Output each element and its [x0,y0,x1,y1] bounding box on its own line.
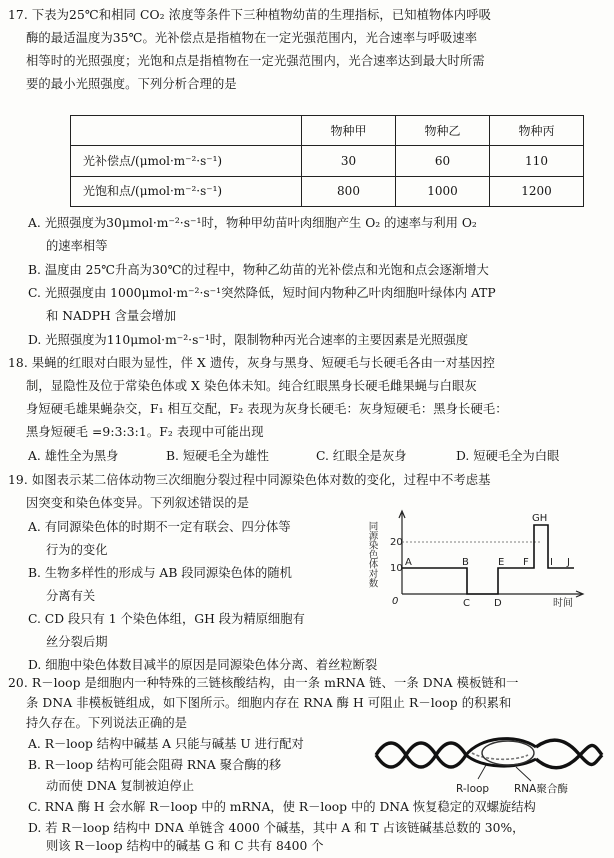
graph-point-i: I [550,557,553,568]
graph-point-a: A [405,557,412,568]
q18-stem-line-1: 18. 果蝇的红眼对白眼为显性，伴 X 遗传，灰身与黑身、短硬毛与长硬毛各由一对基因控 [8,356,496,370]
q17-stem-line-4: 要的最小光照强度。下列分析合理的是 [26,77,237,91]
q17-option-b: B. 温度由 25℃升高为30℃的过程中，物种乙幼苗的光补偿点和光饱和点会逐渐增大 [28,263,489,277]
graph-point-b: B [462,557,469,568]
q20-option-b: B. R－loop 结构可能会阻碍 RNA 聚合酶的移 [28,758,282,772]
q17-option-a-cont: 的速率相等 [46,239,108,253]
q19-homolog-pairs-graph [366,505,590,610]
graph-point-e: E [498,557,505,568]
q17-option-c-cont: 和 NADPH 含量会增加 [46,309,177,323]
graph-point-gh: GH [532,513,548,524]
q17-option-a: A. 光照强度为30μmol·m⁻²·s⁻¹时，物种甲幼苗叶肉细胞产生 O₂ 的速率与利用 O₂ [28,216,477,230]
graph-x-axis-label: 时间 [553,598,573,609]
table-header-row [71,116,584,146]
q19-option-b-cont: 分离有关 [46,589,96,603]
q17-stem-line-1: 17. 下表为25℃和相同 CO₂ 浓度等条件下三种植物幼苗的生理指标，已知植物体内呼吸 [8,8,492,22]
table-cell: 110 [490,146,584,176]
table-cell: 800 [302,176,396,206]
q17-option-d: D. 光照强度为110μmol·m⁻²·s⁻¹时，限制物种丙光合速率的主要因素是光照强度 [28,333,469,347]
table-cell: 30 [302,146,396,176]
q19-option-a: A. 有同源染色体的时期不一定有联会、四分体等 [28,520,291,534]
q19-option-a-cont: 行为的变化 [46,543,108,557]
q19-option-c-cont: 丝分裂后期 [46,635,108,649]
table-header-species-b: 物种乙 [396,116,490,146]
table-cell: 1000 [396,176,490,206]
q20-option-b-cont: 动而使 DNA 复制被迫停止 [46,779,194,793]
q20-option-d-cont: 则该 R－loop 结构中的碱基 G 和 C 共有 8400 个 [46,839,324,853]
row-label-saturation-point: 光饱和点/(μmol·m⁻²·s⁻¹) [71,176,302,206]
label-rna-polymerase: RNA聚合酶 [514,783,568,795]
label-r-loop: R-loop [456,783,490,795]
q18-option-a: A. 雄性全为黑身 [28,449,119,463]
q18-option-d: D. 短硬毛全为白眼 [456,449,560,463]
q20-stem-line-1: 20. R－loop 是细胞内一种特殊的三链核酸结构，由一条 mRNA 链、一条 DNA 模板链和一 [8,676,519,690]
table-row [71,176,584,206]
graph-y-axis-label: 同源染色体对数 [366,521,378,588]
graph-y-tick-10: 10 [390,563,403,574]
q20-stem-line-3: 持久存在。下列说法正确的是 [26,716,188,730]
q19-option-d: D. 细胞中染色体数目减半的原因是同源染色体分离、着丝粒断裂 [28,658,378,672]
q19-stem-line-2: 因突变和染色体变异。下列叙述错误的是 [26,496,250,510]
q18-stem-line-4: 黑身短硬毛 =9:3:3:1。F₂ 表现中可能出现 [26,425,264,439]
q18-stem-line-3: 身短硬毛雄果蝇杂交，F₁ 相互交配，F₂ 表现为灰身长硬毛：灰身短硬毛：黑身长硬毛： [26,402,508,416]
graph-origin-label: 0 [392,596,399,607]
table-row [71,146,584,176]
q20-option-a: A. R－loop 结构中碱基 A 只能与碱基 U 进行配对 [28,737,304,751]
dna-strand-left-1 [376,743,466,767]
row-label-compensation-point: 光补偿点/(μmol·m⁻²·s⁻¹) [71,146,302,176]
graph-point-j: J [567,557,570,568]
q20-option-d: D. 若 R－loop 结构中 DNA 单链含 4000 个碱基，其中 A 和 T 占该链碱基总数的 30%， [28,821,525,835]
pointer-line-rloop [478,765,486,779]
rna-polymerase-shape [482,741,534,765]
q17-option-c: C. 光照强度由 1000μmol·m⁻²·s⁻¹突然降低，短时间内物种乙叶肉细胞叶绿体内 ATP [28,286,496,300]
graph-data-line [402,525,574,594]
table-header-species-c: 物种丙 [490,116,584,146]
graph-y-tick-20: 20 [390,537,403,548]
q20-rloop-diagram [368,733,608,803]
q18-stem-line-2: 制，显隐性及位于常染色体或 X 染色体未知。纯合红眼黑身长硬毛雌果蝇与白眼灰 [26,379,477,393]
graph-point-c: C [463,598,470,609]
q18-option-c: C. 红眼全是灰身 [316,449,407,463]
graph-point-f: F [523,557,529,568]
q19-option-c: C. CD 段只有 1 个染色体组，GH 段为精原细胞有 [28,612,305,626]
table-cell: 60 [396,146,490,176]
q17-data-table [70,115,584,207]
q17-stem-line-2: 酶的最适温度为35℃。光补偿点是指植物在一定光强范围内，光合速率与呼吸速率 [26,31,478,45]
graph-point-d: D [494,598,502,609]
pointer-line-enzyme [516,767,531,781]
table-header-species-a: 物种甲 [302,116,396,146]
q18-option-b: B. 短硬毛全为雄性 [166,449,269,463]
table-cell: 1200 [490,176,584,206]
q20-stem-line-2: 条 DNA 非模板链组成，如下图所示。细胞内存在 RNA 酶 H 可阻止 R－loop 的积累和 [26,696,512,710]
mrna-strand [472,753,528,759]
table-corner-cell [71,116,302,146]
dna-strand-left-2 [376,743,466,767]
q19-stem-line-1: 19. 如图表示某二倍体动物三次细胞分裂过程中同源染色体对数的变化，过程中不考虑基 [8,473,491,487]
q19-option-b: B. 生物多样性的形成与 AB 段同源染色体的随机 [28,566,292,580]
q20-option-c: C. RNA 酶 H 会水解 R－loop 中的 mRNA，使 R－loop 中的 DNA 恢复稳定的双螺旋结构 [28,800,536,814]
q17-stem-line-3: 相等时的光照强度；光饱和点是指植物在一定光强范围内，光合速率达到最大时所需 [26,54,485,68]
